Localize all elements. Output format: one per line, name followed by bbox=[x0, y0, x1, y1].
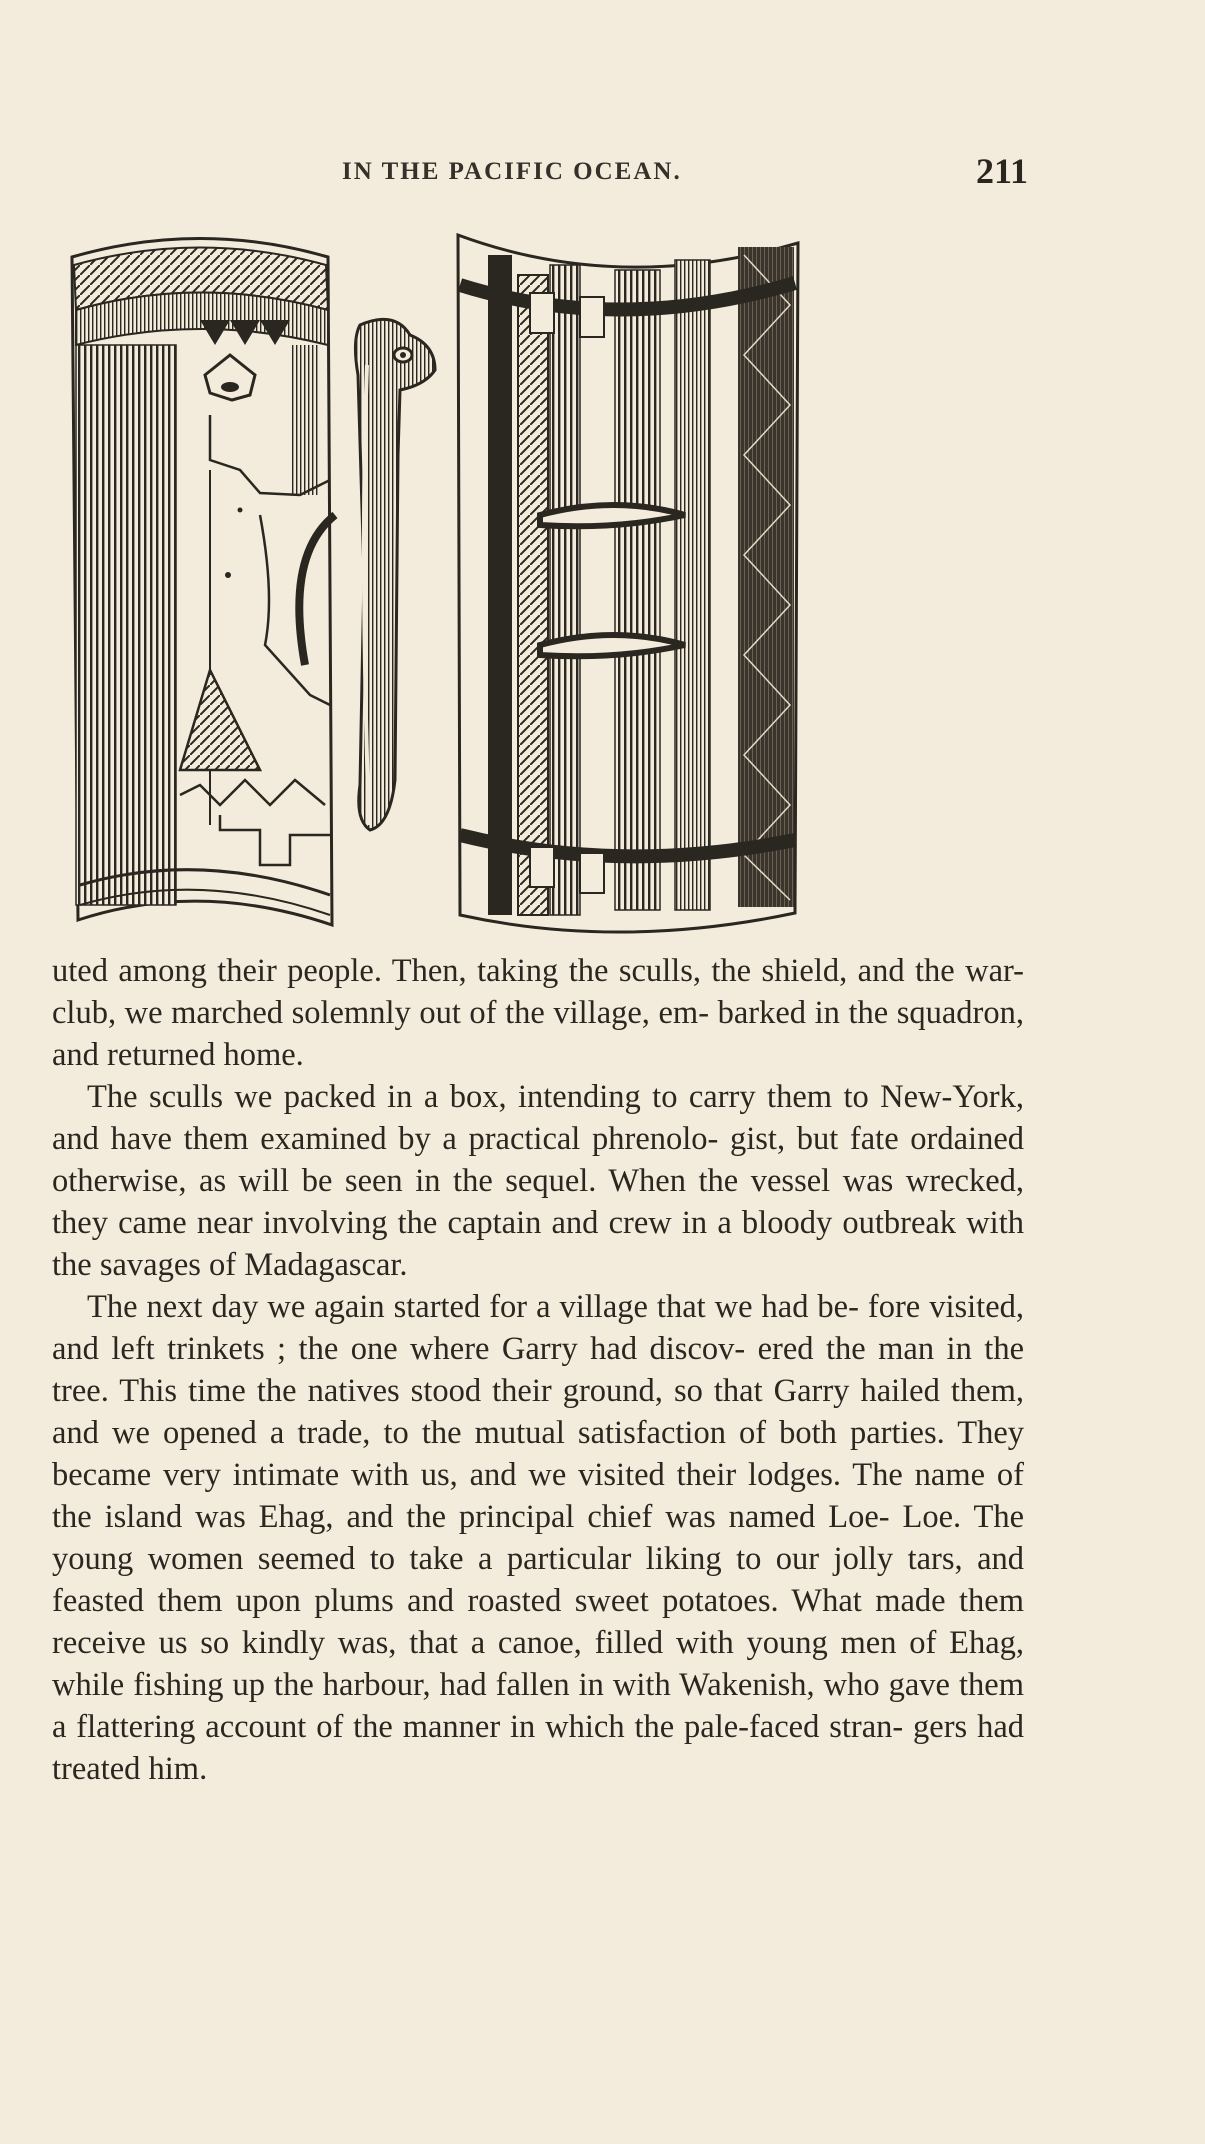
war-club bbox=[355, 319, 435, 830]
woven-shield bbox=[458, 235, 798, 932]
running-head: IN THE PACIFIC OCEAN. bbox=[342, 158, 682, 185]
body-text bbox=[52, 950, 1024, 1790]
paragraph-2: The sculls we packed in a box, intending to carry them to New-York, and have them examined by a practical phrenolo- gist, but fate ordained otherwise, as will be seen in the sequel. When the vessel was wrecked, they came near involving the captain and crew in a bloody outbreak with the savages of Madagascar. bbox=[52, 1079, 1024, 1283]
carved-shield-figure bbox=[72, 239, 335, 926]
paragraph-1: uted among their people. Then, taking the sculls, the shield, and the war-club, we marched solemnly out of the village, em- barked in the squadron, and returned home. bbox=[52, 953, 1024, 1073]
page-number: 211 bbox=[975, 151, 1028, 191]
paragraph-3: The next day we again started for a village that we had be- fore visited, and left trinkets ; the one where Garry had discov- ered the man in the tree. This time the natives stood their ground, so that Garry hailed them, and we opened a trade, to the mutual satisfaction of both parties. They became very intimate with us, and we visited their lodges. The name of the island was Ehag, and the principal chief was named Loe- Loe. The young women seemed to take a particular liking to our jolly tars, and feasted them upon plums and roasted sweet potatoes. What made them receive us so kindly was, that a canoe, filled with young men of Ehag, while fishing up the harbour, had fallen in with Wakenish, who gave them a flattering account of the manner in which the pale-faced stran- gers had treated him. bbox=[52, 1289, 1024, 1787]
engraving bbox=[60, 225, 1020, 950]
page-header bbox=[52, 150, 1028, 200]
illustration-plate bbox=[60, 225, 1020, 950]
